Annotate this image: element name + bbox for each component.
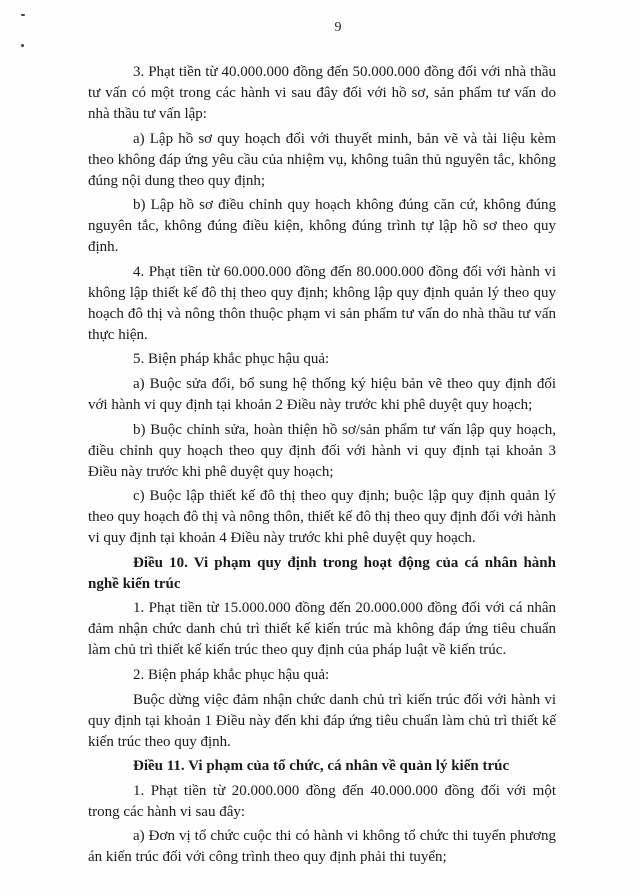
clause-5-point-a: a) Buộc sửa đổi, bổ sung hệ thống ký hiệu bản vẽ theo quy định đối với hành vi quy định tại khoản 2 Điều này trước khi phê duyệt quy hoạch; [88,375,556,413]
clause-5: 5. Biện pháp khắc phục hậu quả: [133,351,330,368]
scan-mark [21,14,25,16]
article-10-heading: Điều 10. Vi phạm quy định trong hoạt động của cá nhân hành nghề kiến trúc [88,554,556,592]
scan-mark [21,44,24,47]
clause-3-point-b: b) Lập hồ sơ điều chỉnh quy hoạch không đúng căn cứ, không đúng nguyên tắc, không đúng điều kiện, không đúng trình tự lập hồ sơ theo quy định. [88,197,556,256]
clause-4: 4. Phạt tiền từ 60.000.000 đồng đến 80.000.000 đồng đối với hành vi không lập thiết kế đô thị theo quy định; không lập quy định quản lý theo quy hoạch đô thị và nông thôn thuộc phạm vi sản phẩm tư vấn do nhà thầu tư vấn thực hiện. [88,263,556,343]
page-number: 9 [334,20,342,35]
article-10-clause-2: 2. Biện pháp khắc phục hậu quả: [133,666,330,683]
clause-3-point-a: a) Lập hồ sơ quy hoạch đối với thuyết minh, bản vẽ và tài liệu kèm theo không đáp ứng yêu cầu của nhiệm vụ, không tuân thủ nguyên tắc, không đúng nội dung theo quy định; [88,130,556,189]
article-11-clause-1: 1. Phạt tiền từ 20.000.000 đồng đến 40.000.000 đồng đối với một trong các hành vi sau đây: [88,782,556,820]
clause-5-point-b: b) Buộc chỉnh sửa, hoàn thiện hồ sơ/sản phẩm tư vấn lập quy hoạch, điều chỉnh quy hoạch theo quy định đối với hành vi quy định tại khoản 3 Điều này trước khi phê duyệt quy hoạch; [88,421,556,480]
article-11-clause-1-point-a: a) Đơn vị tổ chức cuộc thi có hành vi không tổ chức thi tuyển phương án kiến trúc đối với công trình theo quy định phải thi tuyển; [88,828,556,866]
clause-5-point-c: c) Buộc lập thiết kế đô thị theo quy định; buộc lập quy định quản lý theo quy hoạch đô thị và nông thôn, thiết kế đô thị theo quy định đối với hành vi quy định tại khoản 4 Điều này trước khi phê duyệt quy hoạch. [88,488,556,547]
clause-3: 3. Phạt tiền từ 40.000.000 đồng đến 50.000.000 đồng đối với nhà thầu tư vấn có một trong các hành vi sau đây đối với hồ sơ, sản phẩm tư vấn do nhà thầu tư vấn lập: [88,64,556,122]
article-11-heading: Điều 11. Vi phạm của tổ chức, cá nhân về quản lý kiến trúc [133,758,510,775]
document-body [88,62,556,872]
article-10-clause-1: 1. Phạt tiền từ 15.000.000 đồng đến 20.000.000 đồng đối với cá nhân đảm nhận chức danh chủ trì thiết kế kiến trúc mà không đáp ứng tiêu chuẩn làm chủ trì thiết kế kiến trúc theo quy định của pháp luật về kiến trúc. [88,600,556,659]
article-10-clause-2-text: Buộc dừng việc đảm nhận chức danh chủ trì kiến trúc đối với hành vi quy định tại khoản 1 Điều này đến khi đáp ứng tiêu chuẩn làm chủ trì thiết kế kiến trúc theo quy định. [88,691,556,750]
